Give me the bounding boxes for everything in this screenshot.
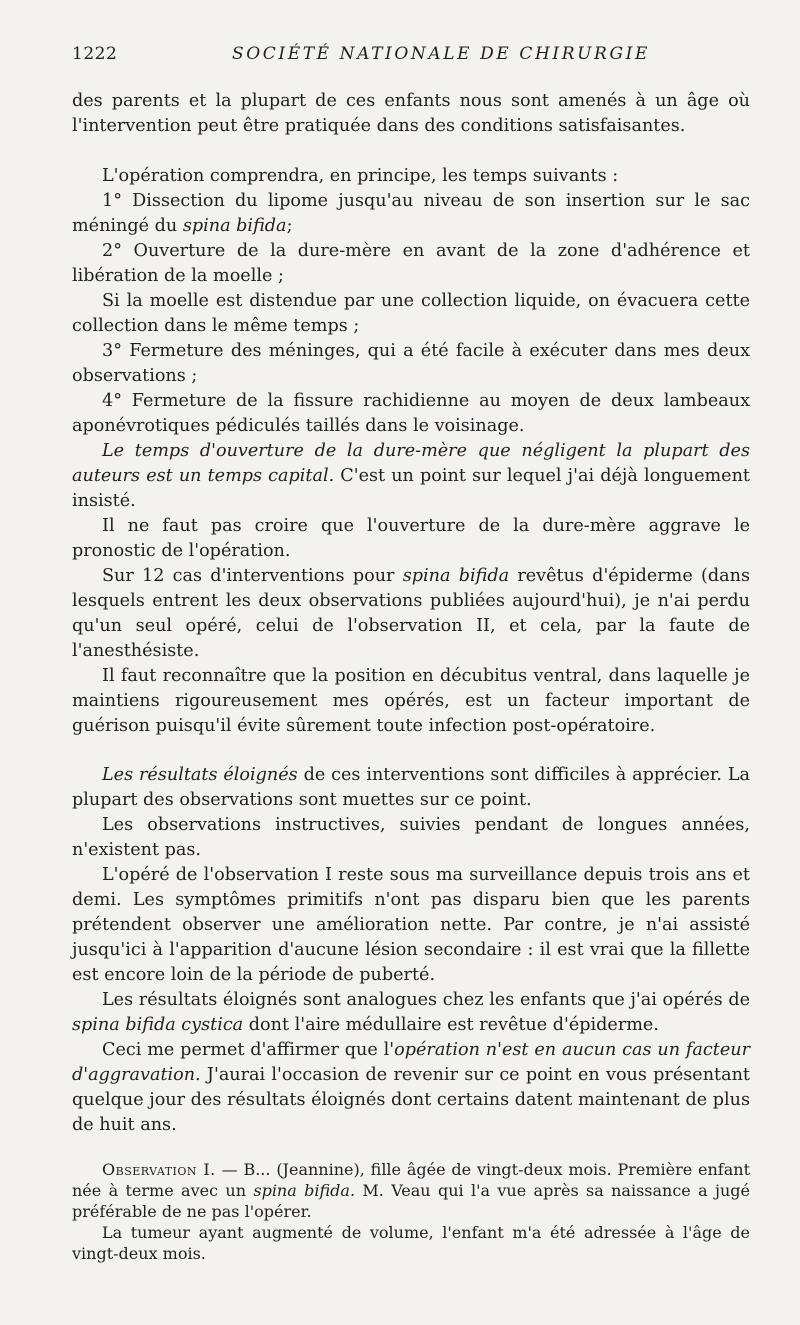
observation-section [72,1159,750,1264]
paragraph: Ceci me permet d'affirmer que l'opération n'est en aucun cas un facteur d'aggravation. J'aurai l'occasion de revenir sur ce point en vous présentant quelque jour des résultats éloignés dont certains datent maintenant de plus de huit ans. [72,1040,750,1135]
page-header [72,44,750,70]
paragraph: Sur 12 cas d'interventions pour spina bifida revêtus d'épiderme (dans lesquels entrent les deux observations publiées aujourd'hui), je n'ai perdu qu'un seul opéré, celui de l'observation II, et cela, par la faute de l'anesthésiste. [72,566,750,661]
observation-paragraph: La tumeur ayant augmenté de volume, l'enfant m'a été adressée à l'âge de vingt-deux mois. [72,1223,750,1263]
paragraph: Les résultats éloignés sont analogues chez les enfants que j'ai opérés de spina bifida cystica dont l'aire médullaire est revêtue d'épiderme. [72,990,750,1035]
paragraph: 2° Ouverture de la dure-mère en avant de la zone d'adhérence et libération de la moelle ; [72,241,750,286]
body-text [72,89,750,1264]
paragraph: Il ne faut pas croire que l'ouverture de la dure-mère aggrave le pronostic de l'opération. [72,516,750,561]
paragraph: Il faut reconnaître que la position en décubitus ventral, dans laquelle je maintiens rigoureusement mes opérés, est un facteur important de guérison puisqu'il évite sûrement toute infection post-opératoire. [72,666,750,736]
paragraph: 4° Fermeture de la fissure rachidienne au moyen de deux lambeaux aponévrotiques pédiculés taillés dans le voisinage. [72,391,750,436]
paragraph: L'opération comprendra, en principe, les temps suivants : [102,166,619,186]
paragraph: 1° Dissection du lipome jusqu'au niveau de son insertion sur le sac méningé du spina bifida; [72,191,750,236]
paragraph: 3° Fermeture des méninges, qui a été facile à exécuter dans mes deux observations ; [72,341,750,386]
paragraph: Les résultats éloignés de ces interventions sont difficiles à apprécier. La plupart des observations sont muettes sur ce point. [72,765,750,810]
page-number: 1222 [72,44,118,64]
observation-paragraph: Observation I. — B... (Jeannine), fille âgée de vingt-deux mois. Première enfant née à terme avec un spina bifida. M. Veau qui l'a vue après sa naissance a jugé préférable de ne pas l'opérer. [72,1160,751,1221]
paragraph: Le temps d'ouverture de la dure-mère que négligent la plupart des auteurs est un temps capital. C'est un point sur lequel j'ai déjà longuement insisté. [72,441,750,511]
observation-label: Observation I. [102,1160,216,1179]
running-title: SOCIÉTÉ NATIONALE DE CHIRURGIE [232,44,650,64]
paragraph: Les observations instructives, suivies pendant de longues années, n'existent pas. [72,815,750,860]
paragraph: Si la moelle est distendue par une collection liquide, on évacuera cette collection dans le même temps ; [72,291,750,336]
paragraph: des parents et la plupart de ces enfants nous sont amenés à un âge où l'intervention peut être pratiquée dans des conditions satisfaisantes. [72,91,750,136]
paragraph: L'opéré de l'observation I reste sous ma surveillance depuis trois ans et demi. Les symptômes primitifs n'ont pas disparu bien que les parents prétendent observer une amélioration nette. Par contre, je n'ai assisté jusqu'ici à l'apparition d'aucune lésion secondaire : il est vrai que la fillette est encore loin de la période de puberté. [72,865,750,985]
